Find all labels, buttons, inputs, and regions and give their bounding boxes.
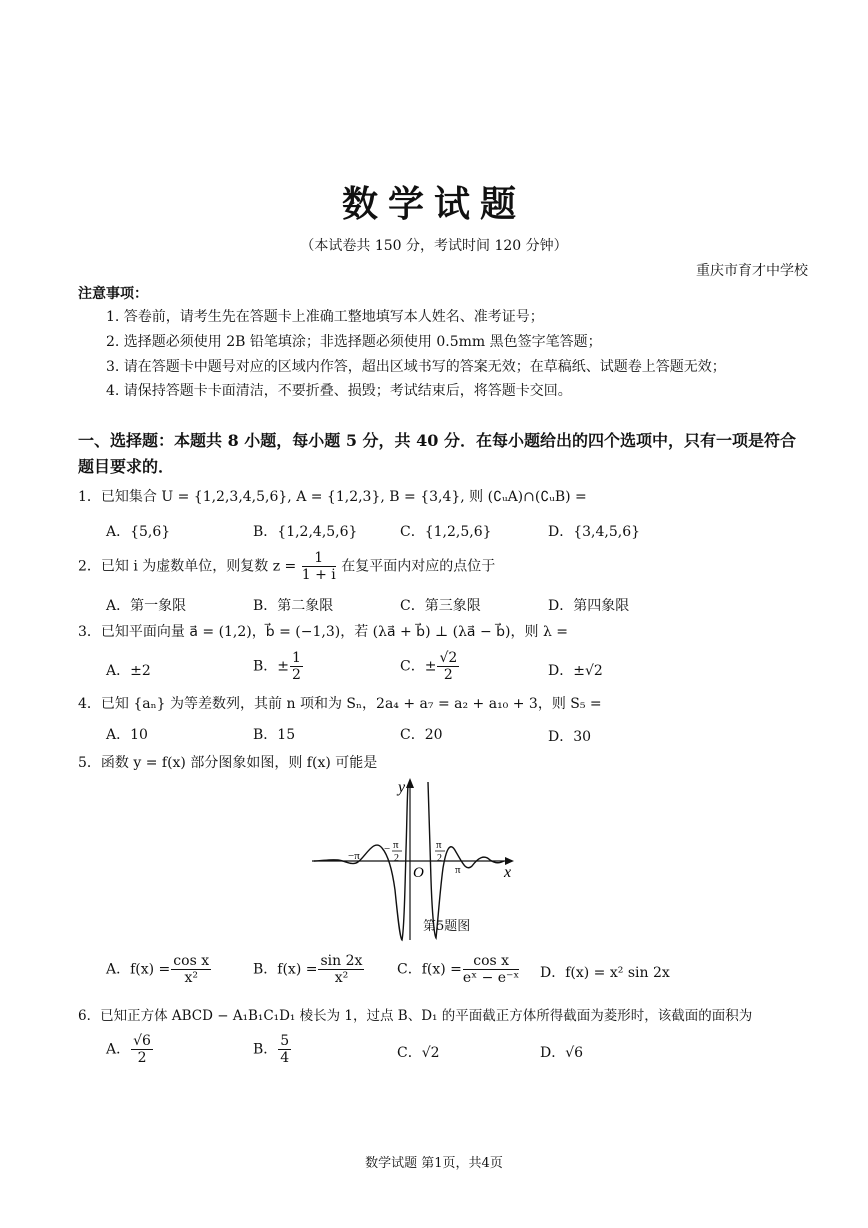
q3-option-a: A．±2 [106, 663, 151, 679]
q1-option-b: B．{1,2,4,5,6} [253, 524, 358, 540]
q3-c-den: 2 [443, 667, 453, 683]
q4-option-d: D．30 [548, 729, 592, 745]
q5-option-b [253, 953, 365, 986]
q3-c-num: √2 [439, 650, 458, 666]
q2-option-b: B．第二象限 [253, 598, 334, 614]
q3-option-c [400, 650, 460, 683]
q5-option-a [106, 953, 212, 986]
neg-pi-label: −π [348, 850, 360, 862]
q5-c-num: cos x [463, 953, 519, 970]
q5-b-num: sin 2x [320, 953, 363, 969]
q5-a-pre: A．f(x) = [106, 961, 171, 978]
q5-option-c [397, 953, 520, 986]
q6-a-fraction [131, 1033, 153, 1066]
q1-option-d: D．{3,4,5,6} [548, 524, 641, 540]
function-graph [300, 770, 530, 945]
q1-option-a: A．{5,6} [106, 524, 171, 540]
q4-option-c: C．20 [400, 727, 443, 743]
q3-b-fraction [290, 650, 303, 683]
question-2-stem [78, 550, 495, 583]
q6-option-c: C．√2 [397, 1045, 440, 1061]
q6-a-num: √6 [133, 1033, 151, 1049]
note-item-1: 1. 答卷前，请考生先在答题卡上准确工整地填写本人姓名、准考证号； [106, 309, 544, 325]
y-axis-arrow [406, 778, 414, 788]
question-1-stem: 1．已知集合 U = {1,2,3,4,5,6}, A = {1,2,3}, B = {3,4}, 则 (∁ᵤA)∩(∁ᵤB) = [78, 489, 587, 505]
note-item-3: 3. 请在答题卡中题号对应的区域内作答，超出区域书写的答案无效；在草稿纸、试题卷上答题无效； [106, 359, 726, 375]
neg-half-pi-sign: − [384, 843, 391, 855]
q2-option-a: A．第一象限 [106, 598, 187, 614]
question-6-stem: 6．已知正方体 ABCD − A₁B₁C₁D₁ 棱长为 1，过点 B、D₁ 的平面截正方体所得截面为菱形时，该截面的面积为 [78, 1008, 753, 1024]
q2-stem-pre: 2．已知 i 为虚数单位，则复数 z = [78, 558, 297, 575]
question-5-stem: 5．函数 y = f(x) 部分图象如图，则 f(x) 可能是 [78, 755, 378, 771]
q6-b-num: 5 [280, 1033, 290, 1049]
x-axis-label: x [504, 864, 512, 881]
q6-a-pre: A． [106, 1041, 131, 1058]
page-footer: 数学试题 第1页，共4页 [365, 1156, 503, 1171]
q2-option-d: D．第四象限 [548, 598, 630, 614]
q6-option-b [253, 1033, 292, 1066]
exam-subtitle: （本试卷共 150 分，考试时间 120 分钟） [300, 238, 568, 254]
q6-b-fraction [278, 1033, 291, 1066]
q4-option-b: B．15 [253, 727, 296, 743]
note-item-4: 4. 请保持答题卡卡面清洁，不要折叠、损毁；考试结束后，将答题卡交回。 [106, 383, 572, 399]
q2-frac-den: 1 + i [301, 567, 336, 583]
neg-half-pi-num: π [393, 839, 399, 851]
q6-b-den: 4 [280, 1050, 290, 1066]
section-heading: 一、选择题：本题共 8 小题，每小题 5 分，共 40 分．在每小题给出的四个选项中，只有一项是符合题目要求的． [78, 431, 796, 476]
q6-option-a [106, 1033, 154, 1066]
page-title: 数学试题 [341, 183, 526, 225]
q5-c-den: eˣ − e⁻ˣ [462, 970, 520, 986]
q3-b-pre: B．± [253, 658, 290, 675]
q5-b-pre: B．f(x) = [253, 961, 318, 978]
q5-b-den: x² [334, 970, 349, 986]
q5-option-d: D．f(x) = x² sin 2x [540, 965, 670, 981]
pi-label: π [455, 864, 461, 876]
q2-fraction [302, 550, 336, 583]
q2-stem-post: 在复平面内对应的点位于 [341, 558, 496, 575]
q6-b-pre: B． [253, 1041, 278, 1058]
school-name: 重庆市育才中学校 [696, 263, 808, 279]
q3-option-b [253, 650, 304, 683]
q6-option-d: D．√6 [540, 1045, 584, 1061]
q5-a-fraction [171, 953, 211, 986]
q4-option-a: A．10 [106, 727, 148, 743]
y-axis-label: y [398, 779, 406, 796]
origin-label: O [413, 865, 424, 881]
question-4-stem: 4．已知 {aₙ} 为等差数列，其前 n 项和为 Sₙ，2a₄ + a₇ = a₂ + a₁₀ + 3，则 S₅ = [78, 696, 602, 712]
q1-option-c: C．{1,2,5,6} [400, 524, 492, 540]
q3-option-d: D．±√2 [548, 663, 603, 679]
neg-half-pi-den: 2 [394, 853, 399, 864]
q5-c-fraction [463, 953, 519, 986]
q3-b-num: 1 [292, 650, 301, 666]
q2-option-c: C．第三象限 [400, 598, 481, 614]
question-3-stem: 3．已知平面向量 a⃗ = (1,2)，b⃗ = (−1,3)，若 (λa⃗ + b⃗) ⊥ (λa⃗ − b⃗)，则 λ = [78, 624, 568, 640]
q5-c-pre: C．f(x) = [397, 961, 462, 978]
q3-b-den: 2 [292, 667, 301, 683]
q6-a-den: 2 [137, 1050, 147, 1066]
note-item-2: 2. 选择题必须使用 2B 铅笔填涂；非选择题必须使用 0.5mm 黑色签字笔答题； [106, 334, 602, 350]
q5-a-den: x² [184, 970, 198, 986]
q5-b-fraction [318, 953, 364, 986]
q5-a-num: cos x [173, 953, 210, 969]
figure-caption: 第5题图 [423, 919, 471, 934]
notes-heading: 注意事项： [78, 286, 148, 302]
q3-c-fraction [437, 650, 459, 683]
q2-frac-num: 1 [302, 550, 336, 567]
half-pi-num: π [436, 839, 442, 851]
q3-c-pre: C．± [400, 658, 437, 675]
half-pi-den: 2 [437, 853, 442, 864]
